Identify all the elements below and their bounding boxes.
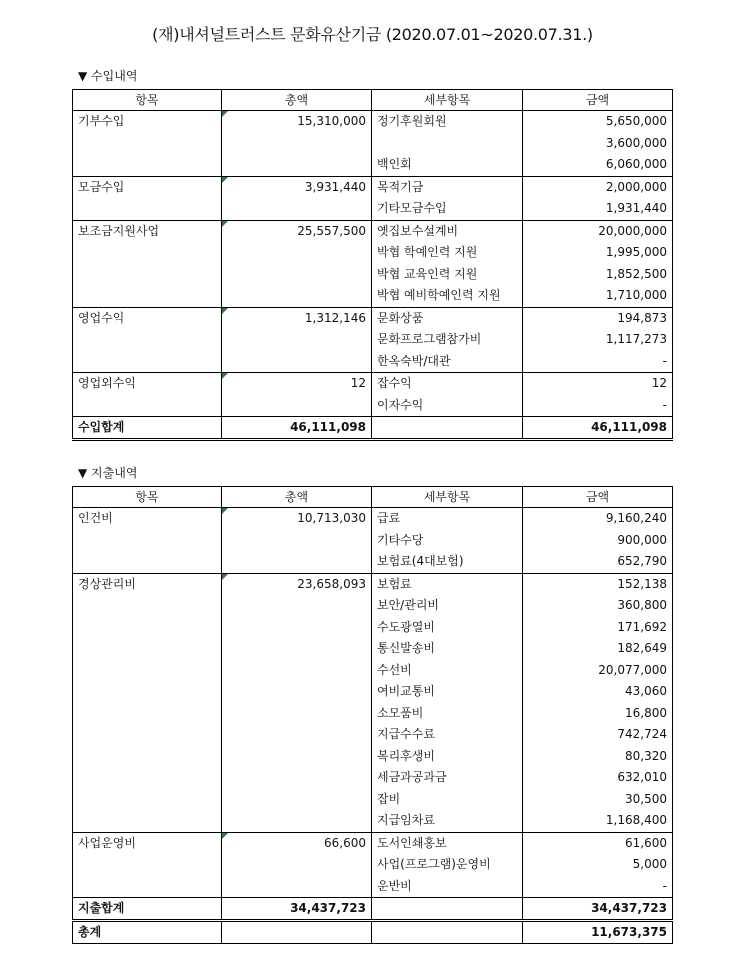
amount-cell: 3,600,000 [523,133,673,155]
table-row [73,681,673,703]
comment-marker-icon [222,221,228,227]
total-cell [222,329,372,351]
category-cell: 모금수입 [73,176,222,198]
total-cell [222,660,372,682]
category-cell [73,660,222,682]
category-cell [73,154,222,176]
expense-section-label: ▼ 지출내역 [78,466,138,480]
table-row [73,133,673,155]
category-cell [73,767,222,789]
table-row [73,530,673,552]
total-cell [222,133,372,155]
subitem-cell: 사업(프로그램)운영비 [372,854,523,876]
comment-marker-icon [222,508,228,514]
total-cell [222,573,372,595]
total-cell [222,264,372,286]
category-cell [73,264,222,286]
expense-sum-label: 지출합계 [73,898,222,921]
table-row [73,395,673,417]
col-header-category: 항목 [73,90,222,111]
category-cell [73,198,222,220]
table-row [73,198,673,220]
total-cell [222,176,372,198]
category-cell [73,242,222,264]
category-cell [73,638,222,660]
subitem-cell: 잡수익 [372,373,523,395]
amount-cell: 12 [523,373,673,395]
col-header-amount: 금액 [523,90,673,111]
expense-table [72,486,673,944]
subitem-cell: 세금과공과금 [372,767,523,789]
table-row [73,307,673,329]
category-cell: 경상관리비 [73,573,222,595]
subitem-cell: 문화프로그램참가비 [372,329,523,351]
amount-cell: 9,160,240 [523,508,673,530]
table-row [73,351,673,373]
amount-cell: 16,800 [523,703,673,725]
subitem-cell: 기타모금수입 [372,198,523,220]
subitem-cell: 한옥숙박/대관 [372,351,523,373]
category-cell [73,876,222,898]
table-row [73,551,673,573]
income-sum-label: 수입합계 [73,417,222,440]
comment-marker-icon [222,373,228,379]
total-cell [222,681,372,703]
category-cell [73,703,222,725]
total-cell [222,724,372,746]
category-cell [73,595,222,617]
subitem-cell: 박협 학예인력 지원 [372,242,523,264]
subitem-cell: 보험료 [372,573,523,595]
category-cell: 보조금지원사업 [73,220,222,242]
amount-cell: 900,000 [523,530,673,552]
subitem-cell: 박협 교육인력 지원 [372,264,523,286]
amount-cell: 1,710,000 [523,285,673,307]
subitem-cell: 잡비 [372,789,523,811]
category-cell [73,746,222,768]
table-row [73,876,673,898]
table-row [73,810,673,832]
amount-cell: 43,060 [523,681,673,703]
comment-marker-icon [222,833,228,839]
category-cell [73,681,222,703]
amount-cell: 20,077,000 [523,660,673,682]
total-cell [222,746,372,768]
subitem-cell [372,133,523,155]
category-cell [73,329,222,351]
subitem-cell: 백인회 [372,154,523,176]
col-header-subitem: 세부항목 [372,487,523,508]
total-cell [222,832,372,854]
category-cell [73,351,222,373]
subitem-cell: 이자수익 [372,395,523,417]
subitem-cell: 운반비 [372,876,523,898]
income-body [73,111,673,417]
subitem-cell: 문화상품 [372,307,523,329]
amount-cell: 20,000,000 [523,220,673,242]
total-cell [222,876,372,898]
comment-marker-icon [222,177,228,183]
category-cell: 영업수익 [73,307,222,329]
table-row [73,285,673,307]
amount-cell: 61,600 [523,832,673,854]
page-title: (재)내셔널트러스트 문화유산기금 (2020.07.01~2020.07.31.) [152,25,593,44]
table-row [73,242,673,264]
subitem-cell: 목적기금 [372,176,523,198]
amount-cell: 2,000,000 [523,176,673,198]
comment-marker-icon [222,308,228,314]
total-cell [222,198,372,220]
category-cell [73,395,222,417]
col-header-total: 총액 [222,90,372,111]
expense-sum-amount: 34,437,723 [523,898,673,921]
subitem-cell: 수선비 [372,660,523,682]
table-row [73,617,673,639]
category-cell: 영업외수익 [73,373,222,395]
total-cell [222,373,372,395]
table-row [73,329,673,351]
category-cell [73,133,222,155]
category-cell: 사업운영비 [73,832,222,854]
table-row [73,746,673,768]
table-row [73,595,673,617]
group-total-value: 66,600 [324,835,366,850]
table-row [73,789,673,811]
category-cell [73,810,222,832]
total-cell [222,351,372,373]
amount-cell: 1,852,500 [523,264,673,286]
col-header-category: 항목 [73,487,222,508]
amount-cell: - [523,395,673,417]
total-cell [222,810,372,832]
grand-total-empty-1 [222,921,372,944]
category-cell: 기부수입 [73,111,222,133]
expense-header-row [73,487,673,508]
table-row [73,638,673,660]
income-sum-total: 46,111,098 [222,417,372,440]
grand-total-empty-2 [372,921,523,944]
col-header-amount: 금액 [523,487,673,508]
total-cell [222,595,372,617]
total-cell [222,508,372,530]
grand-total-amount: 11,673,375 [523,921,673,944]
total-cell [222,617,372,639]
table-row [73,154,673,176]
group-total-value: 23,658,093 [297,576,366,591]
category-cell [73,530,222,552]
amount-cell: 1,995,000 [523,242,673,264]
table-row [73,111,673,133]
amount-cell: 171,692 [523,617,673,639]
table-row [73,508,673,530]
total-cell [222,789,372,811]
expense-body [73,508,673,898]
expense-sum-empty [372,898,523,921]
total-cell [222,530,372,552]
total-cell [222,111,372,133]
subitem-cell: 박협 예비학예인력 지원 [372,285,523,307]
table-row [73,767,673,789]
amount-cell: 360,800 [523,595,673,617]
amount-cell: 1,168,400 [523,810,673,832]
grand-total-label: 총계 [73,921,222,944]
income-sum-amount: 46,111,098 [523,417,673,440]
group-total-value: 3,931,440 [304,179,366,194]
category-cell [73,285,222,307]
table-row [73,220,673,242]
amount-cell: 182,649 [523,638,673,660]
group-total-value: 15,310,000 [297,114,366,128]
amount-cell: 1,117,273 [523,329,673,351]
subitem-cell: 복리후생비 [372,746,523,768]
subitem-cell: 수도광열비 [372,617,523,639]
total-cell [222,242,372,264]
total-cell [222,638,372,660]
table-row [73,703,673,725]
group-total-value: 10,713,030 [297,511,366,525]
table-row [73,264,673,286]
amount-cell: 30,500 [523,789,673,811]
group-total-value: 12 [350,376,366,390]
subitem-cell: 보험료(4대보험) [372,551,523,573]
amount-cell: - [523,351,673,373]
amount-cell: 152,138 [523,573,673,595]
subitem-cell: 정기후원회원 [372,111,523,133]
group-total-value: 25,557,500 [297,223,366,238]
group-total-value: 1,312,146 [304,310,366,325]
table-row [73,660,673,682]
total-cell [222,395,372,417]
category-cell [73,789,222,811]
income-sum-empty [372,417,523,440]
total-cell [222,854,372,876]
subitem-cell: 보안/관리비 [372,595,523,617]
col-header-total: 총액 [222,487,372,508]
total-cell [222,703,372,725]
amount-cell: 742,724 [523,724,673,746]
table-row [73,176,673,198]
total-cell [222,767,372,789]
income-sum-row [73,417,673,440]
amount-cell: 194,873 [523,307,673,329]
table-row [73,854,673,876]
category-cell: 인건비 [73,508,222,530]
amount-cell: 632,010 [523,767,673,789]
total-cell [222,307,372,329]
subitem-cell: 도서인쇄홍보 [372,832,523,854]
table-row [73,373,673,395]
income-table [72,89,673,441]
subitem-cell: 옛집보수설계비 [372,220,523,242]
amount-cell: 5,650,000 [523,111,673,133]
subitem-cell: 기타수당 [372,530,523,552]
category-cell [73,617,222,639]
amount-cell: 1,931,440 [523,198,673,220]
income-section-label: ▼ 수입내역 [78,69,138,83]
comment-marker-icon [222,574,228,580]
income-header-row [73,90,673,111]
amount-cell: - [523,876,673,898]
amount-cell: 652,790 [523,551,673,573]
grand-total-row [73,921,673,944]
total-cell [222,220,372,242]
subitem-cell: 여비교통비 [372,681,523,703]
subitem-cell: 급료 [372,508,523,530]
amount-cell: 80,320 [523,746,673,768]
category-cell [73,854,222,876]
expense-sum-total: 34,437,723 [222,898,372,921]
table-row [73,832,673,854]
total-cell [222,551,372,573]
subitem-cell: 통신발송비 [372,638,523,660]
total-cell [222,285,372,307]
total-cell [222,154,372,176]
category-cell [73,724,222,746]
amount-cell: 5,000 [523,854,673,876]
category-cell [73,551,222,573]
table-row [73,724,673,746]
subitem-cell: 지급임차료 [372,810,523,832]
subitem-cell: 지급수수료 [372,724,523,746]
subitem-cell: 소모품비 [372,703,523,725]
col-header-subitem: 세부항목 [372,90,523,111]
expense-sum-row [73,898,673,921]
comment-marker-icon [222,111,228,117]
table-row [73,573,673,595]
amount-cell: 6,060,000 [523,154,673,176]
